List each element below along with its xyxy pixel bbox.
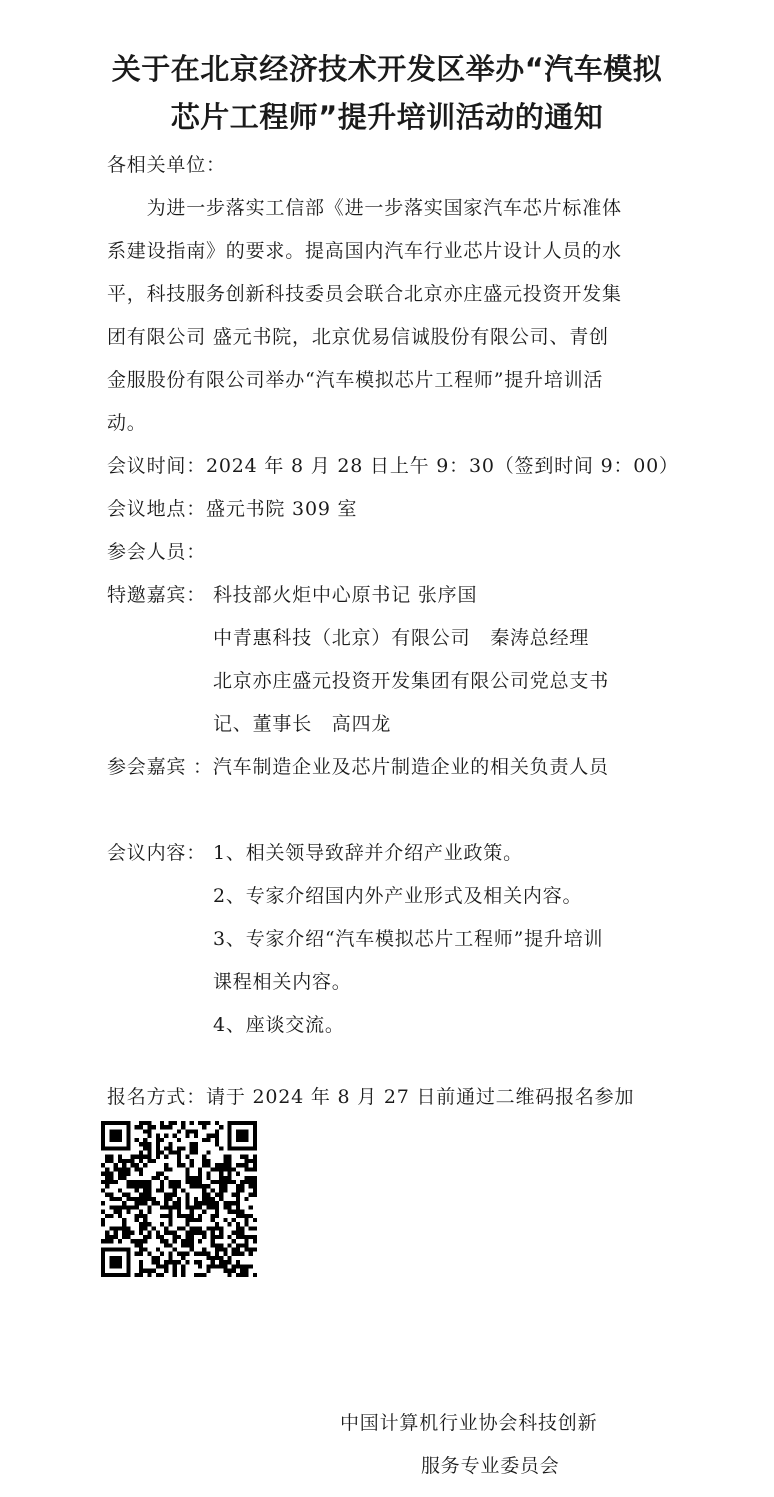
intro-line: 动。 — [107, 412, 147, 434]
registration — [107, 1084, 634, 1110]
notice-title-line-1: 关于在北京经济技术开发区举办“汽车模拟 — [111, 52, 663, 86]
meeting-time-label: 会议时间： — [107, 455, 207, 477]
notice-title-line-2: 芯片工程师”提升培训活动的通知 — [170, 100, 604, 134]
agenda-item: 4、座谈交流。 — [213, 1014, 345, 1036]
meeting-place — [107, 496, 357, 522]
agenda-item: 3、专家介绍“汽车模拟芯片工程师”提升培训 — [213, 928, 604, 950]
guests-label: 参会嘉宾 ： — [107, 756, 213, 778]
meeting-place-value: 盛元书院 309 室 — [206, 498, 358, 520]
special-guest-line: 北京亦庄盛元投资开发集团有限公司党总支书 — [213, 670, 610, 692]
agenda-label: 会议内容： — [107, 842, 207, 864]
salutation: 各相关单位： — [107, 154, 226, 176]
meeting-place-label: 会议地点： — [107, 498, 207, 520]
meeting-time — [107, 453, 679, 479]
registration-label: 报名方式： — [107, 1086, 207, 1108]
attendees-label: 参会人员： — [107, 541, 207, 563]
signature-line-2: 服务专业委员会 — [421, 1455, 560, 1477]
special-guest-line: 中青惠科技（北京）有限公司 秦涛总经理 — [213, 627, 590, 649]
special-guest-line: 记、董事长 高四龙 — [213, 713, 392, 735]
intro-line: 平，科技服务创新科技委员会联合北京亦庄盛元投资开发集 — [107, 283, 622, 305]
guests-value: 汽车制造企业及芯片制造企业的相关负责人员 — [212, 756, 609, 778]
agenda-item: 课程相关内容。 — [213, 971, 352, 993]
agenda-item: 2、专家介绍国内外产业形式及相关内容。 — [213, 885, 583, 907]
registration-qr-code[interactable] — [101, 1121, 257, 1277]
signature-line-1: 中国计算机行业协会科技创新 — [340, 1412, 598, 1434]
guests — [107, 754, 609, 780]
agenda-item: 1、相关领导致辞并介绍产业政策。 — [213, 842, 523, 864]
registration-value: 请于 2024 年 8 月 27 日前通过二维码报名参加 — [206, 1086, 635, 1108]
intro-line: 为进一步落实工信部《进一步落实国家汽车芯片标准体 — [107, 197, 622, 219]
intro-line: 系建设指南》的要求。提高国内汽车行业芯片设计人员的水 — [107, 240, 622, 262]
intro-line: 团有限公司 盛元书院，北京优易信诚股份有限公司、青创 — [107, 326, 609, 348]
special-guests-label: 特邀嘉宾： — [107, 584, 207, 606]
special-guest-line: 科技部火炬中心原书记 张序国 — [213, 584, 478, 606]
intro-line: 金服股份有限公司举办“汽车模拟芯片工程师”提升培训活 — [107, 369, 604, 391]
meeting-time-value: 2024 年 8 月 28 日上午 9：30（签到时间 9：00） — [206, 455, 679, 477]
